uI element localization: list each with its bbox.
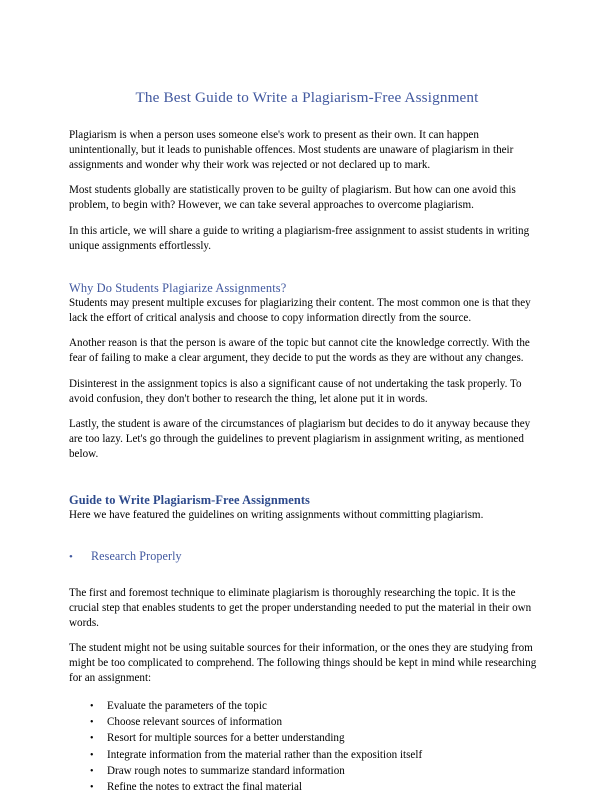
bullet-icon: • [90, 717, 94, 729]
section-two-lead: Here we have featured the guidelines on writing assignments without committing plagiarism. [69, 509, 484, 521]
list-item [69, 715, 545, 730]
page-title: The Best Guide to Write a Plagiarism-Free Assignment [135, 89, 479, 106]
intro-paragraph-1: Plagiarism is when a person uses someone else's work to present as their own. It can happen unintentionally, but it leads to punishable offences. Most students are unaware of plagiarism in their assignments and wonder why their work was rejected or not declared up to mark. [69, 129, 514, 171]
list-item [69, 731, 545, 746]
list-item-label: Resort for multiple sources for a better understanding [107, 732, 345, 745]
bullet-icon: • [90, 782, 94, 794]
list-item [69, 780, 545, 795]
intro-paragraph-2: Most students globally are statistically proven to be guilty of plagiarism. But how can one avoid this problem, to begin with? However, we can take several approaches to overcome plagiarism. [69, 184, 516, 212]
section-one-heading: Why Do Students Plagiarize Assignments? [69, 280, 287, 295]
section-two-paragraph-1: The first and foremost technique to eliminate plagiarism is thoroughly researching the topic. It is the crucial step that enables students to get the proper understanding needed to put the material in their own words. [69, 587, 532, 629]
bullet-icon: • [90, 700, 94, 712]
section-two [69, 492, 545, 795]
list-item-label: Refine the notes to extract the final material [107, 781, 302, 794]
list-item [69, 764, 545, 779]
list-item [69, 699, 545, 714]
list-item [69, 748, 545, 763]
section-one [69, 280, 545, 462]
intro-paragraph-3: In this article, we will share a guide to writing a plagiarism-free assignment to assist students in writing unique assignments effortlessly. [69, 224, 530, 252]
subheading-label: Research Properly [91, 548, 182, 563]
bullet-icon: • [90, 749, 94, 761]
bullet-icon: • [90, 733, 94, 745]
bullet-icon: • [90, 766, 94, 778]
section-one-paragraph-4: Lastly, the student is aware of the circumstances of plagiarism but decides to do it anyway because they are too lazy. Let's go through the guidelines to prevent plagiarism in assignment writing, as mentioned below. [69, 418, 531, 461]
section-one-paragraph-2: Another reason is that the person is aware of the topic but cannot cite the knowledge correctly. With the fear of failing to make a clear argument, they decide to put the words as they are without any changes. [69, 337, 530, 365]
section-one-paragraph-1: Students may present multiple excuses for plagiarizing their content. The most common one is that they lack the effort of critical analysis and choose to copy information directly from the source. [69, 296, 531, 324]
section-two-paragraph-2: The student might not be using suitable sources for their information, or the ones they are studying from might be too complicated to comprehend. The following things should be kept in mind while researching for an assignment: [69, 642, 537, 685]
subheading-research-properly [69, 537, 545, 576]
list-item-label: Evaluate the parameters of the topic [107, 699, 267, 712]
section-two-heading: Guide to Write Plagiarism-Free Assignments [69, 492, 310, 507]
list-item-label: Draw rough notes to summarize standard information [107, 765, 345, 778]
bullet-icon: • [69, 550, 73, 563]
list-item-label: Integrate information from the material rather than the exposition itself [107, 748, 423, 761]
section-one-paragraph-3: Disinterest in the assignment topics is also a significant cause of not undertaking the task properly. To avoid confusion, they don't bother to research the thing, let alone put it in words. [69, 377, 522, 405]
checklist [69, 699, 545, 795]
list-item-label: Choose relevant sources of information [107, 716, 282, 729]
